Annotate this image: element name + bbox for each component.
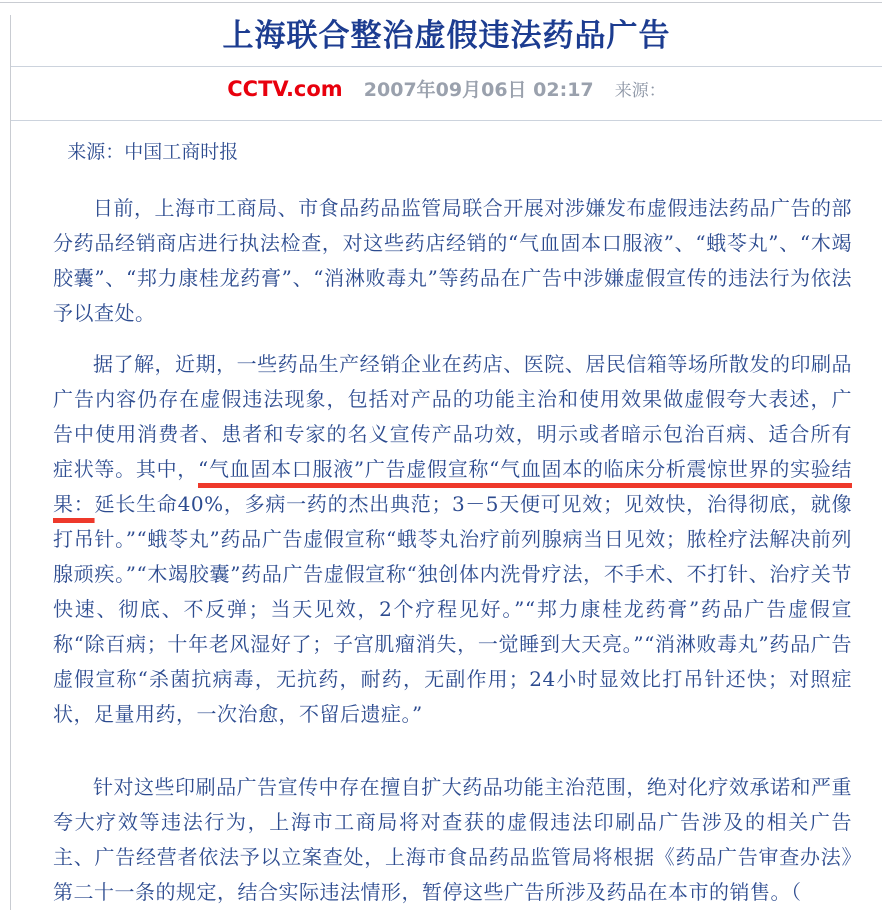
article-content — [10, 15, 882, 910]
byline — [11, 67, 882, 111]
paragraph-2 — [53, 347, 852, 732]
paragraph-2-text-post: 延长生命40%，多病一药的杰出典范；3－5天便可见效；见效快，治得彻底，就像打吊针。”“蛾苓丸”药品广告虚假宣称“蛾苓丸治疗前列腺病当日见效；脓栓疗法解决前列腺顽疾。”“木竭胶囊”药品广告虚假宣称“独创体内洗骨疗法，不手术、不打针、治疗关节快速、彻底、不反弹；当天见效，2个疗程见好。”“邦力康桂龙药膏”药品广告虚假宣称“除百病；十年老风湿好了；子宫肌瘤消失，一觉睡到大天亮。”“消淋败毒丸”药品广告虚假宣称“杀菌抗病毒，无抗药，耐药，无副作用；24小时显效比打吊针还快；对照症状，足量用药，一次治愈，不留后遗症。” — [53, 492, 853, 726]
paragraph-2-text-pre: 据了解，近期，一些药品生产经销企业在药店、医院、居民信箱等场所散发的印刷品广告内容仍存在虚假违法现象，包括对产品的功能主治和使用效果做虚假夸大表述，广告中使用消费者、患者和专家的名义宣传产品功效，明示或者暗示包治百病、适合所有症状等。其中， — [53, 352, 852, 481]
divider-under-byline — [11, 120, 882, 121]
article-title: 上海联合整治虚假违法药品广告 — [222, 18, 671, 54]
source-label: 来源： — [614, 81, 666, 101]
article-body — [11, 137, 882, 910]
paragraph-1: 日前，上海市工商局、市食品药品监管局联合开展对涉嫌发布虚假违法药品广告的部分药品经销商店进行执法检查，对这些药店经销的“气血固本口服液”、“蛾苓丸”、“木竭胶囊”、“邦力康桂龙药膏”、“消淋败毒丸”等药品在广告中涉嫌虚假宣传的违法行为依法予以查处。 — [53, 196, 852, 325]
paragraph-3: 针对这些印刷品广告宣传中存在擅自扩大药品功能主治范围，绝对化疗效承诺和严重夸大疗效等违法行为，上海市工商局将对查获的虚假违法印刷品广告涉及的相关广告主、广告经营者依法予以立案查处，上海市食品药品监管局将根据《药品广告审查办法》第二十一条的规定，结合实际违法情形，暂停这些广告所涉及药品在本市的销售。（ — [53, 775, 852, 904]
article-page — [0, 2, 882, 904]
site-logo-text: CCTV.com — [227, 77, 343, 101]
publish-datetime: 2007年09月06日 02:17 — [363, 79, 594, 101]
paragraph-2-red-marker-underlined-text: “气血固本口服液”广告虚假宣称“气血固本的临床分析震惊世界的实验结果： — [53, 457, 852, 516]
article-source-line: 来源：中国工商时报 — [67, 141, 239, 163]
